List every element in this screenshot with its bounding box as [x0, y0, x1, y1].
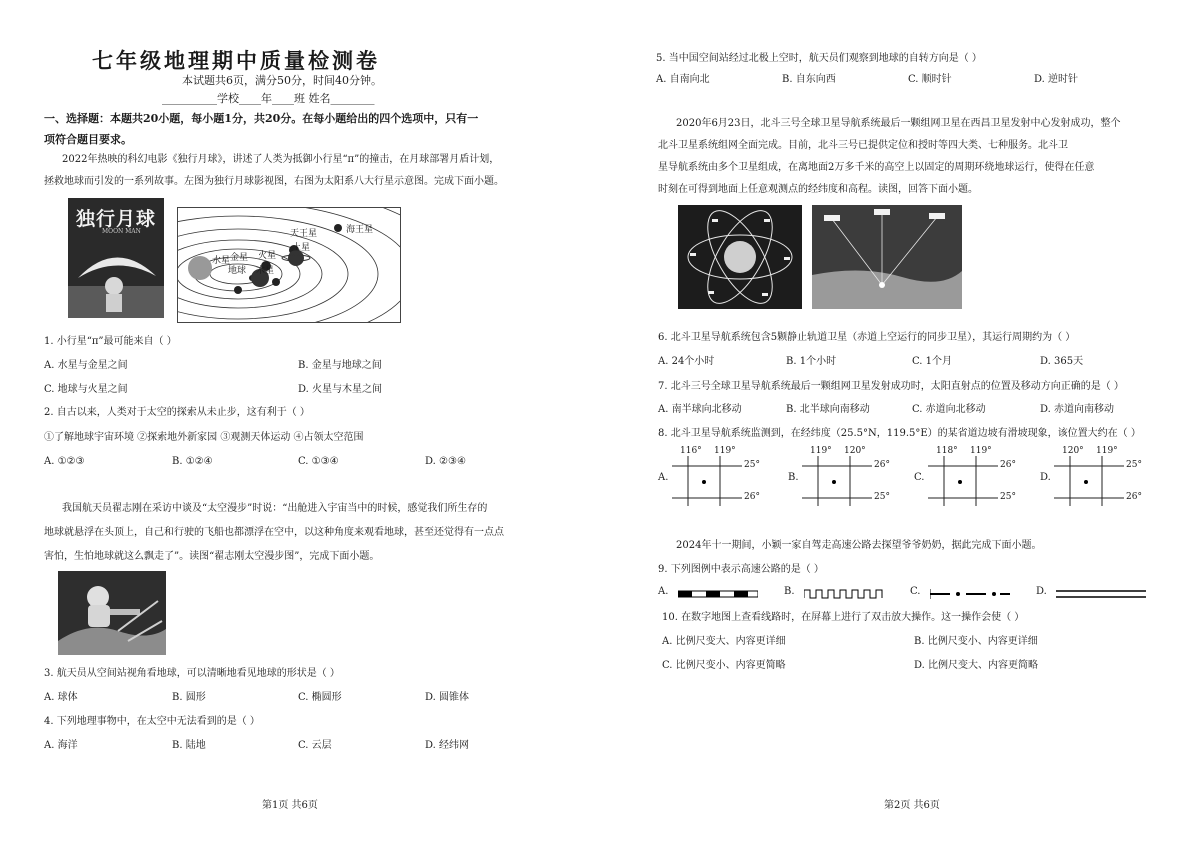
q8-option-c[interactable] [914, 446, 1034, 508]
q8-option-b-letter: B. [788, 472, 799, 483]
q8-option-a-letter: A. [658, 472, 669, 483]
q5-option-a[interactable]: A. 自南向北 [656, 74, 710, 85]
solar-system-diagram [177, 207, 401, 323]
q8-option-d[interactable] [1040, 446, 1160, 508]
q10-option-a[interactable]: A. 比例尺变大、内容更详细 [662, 636, 786, 647]
q9-option-b[interactable] [784, 586, 894, 602]
q8-c-grid-lines [914, 446, 1034, 508]
q6-stem: 6. 北斗卫星导航系统包含5颗静止轨道卫星（赤道上空运行的同步卫星），其运行周期约为（ ） [658, 332, 1076, 343]
label-uranus: 天王星 [290, 229, 318, 239]
poster-title: 独行月球 [76, 208, 157, 230]
q8-c-lat-bottom: 25° [1000, 492, 1016, 502]
q8-b-lat-top: 26° [874, 460, 890, 470]
q8-stem: 8. 北斗卫星导航系统监测到，在经纬度（25.5°N，119.5°E）的某省道边坡有滑坡现象，该位置大约在（ ） [658, 428, 1141, 439]
intro3-line1: 2020年6月23日，北斗三号全球卫星导航系统最后一颗组网卫星在西昌卫星发射中心发射成功，整个 [676, 118, 1121, 129]
label-earth: 地球 [228, 266, 247, 276]
q10-option-c[interactable]: C. 比例尺变小、内容更简略 [662, 660, 786, 671]
q10-stem: 10. 在数字地图上查看线路时，在屏幕上进行了双击放大操作。这一操作会使（ ） [662, 612, 1025, 623]
intro2-line3: 害怕，生怕地球就这么飘走了”。读图“翟志刚太空漫步图”，完成下面小题。 [44, 551, 380, 562]
q6-option-a[interactable]: A. 24个小时 [658, 356, 715, 367]
q3-option-a[interactable]: A. 球体 [44, 692, 78, 703]
q8-option-d-letter: D. [1040, 472, 1051, 483]
legend-wall-symbol [804, 588, 884, 600]
q6-option-d[interactable]: D. 365天 [1040, 356, 1084, 367]
legend-boundary-symbol [930, 589, 1010, 599]
q10-option-d[interactable]: D. 比例尺变大、内容更简略 [914, 660, 1039, 671]
q8-b-grid-lines [788, 446, 908, 508]
q3-option-b[interactable]: B. 圆形 [172, 692, 206, 703]
school-name-line: __________学校____年____班 姓名________ [162, 92, 375, 105]
q1-option-a[interactable]: A. 水星与金星之间 [44, 360, 128, 371]
satellite-orbits-illustration [678, 205, 802, 309]
q8-d-lon-right: 119° [1096, 446, 1118, 456]
q9-option-b-letter: B. [784, 586, 795, 597]
q7-option-a[interactable]: A. 南半球向北移动 [658, 404, 742, 415]
intro2-line1: 我国航天员翟志刚在采访中谈及“太空漫步”时说：“出舱进入宇宙当中的时候，感觉我们所生存的 [62, 503, 488, 514]
q2-items: ①了解地球宇宙环境 ②探索地外新家园 ③观测天体运动 ④占领太空范围 [44, 432, 364, 443]
section1-instruction-line2: 项符合题目要求。 [44, 133, 132, 146]
label-neptune: 海王星 [346, 225, 374, 235]
q9-option-d-letter: D. [1036, 586, 1047, 597]
q6-option-c[interactable]: C. 1个月 [912, 356, 953, 367]
q3-option-d[interactable]: D. 圆锥体 [425, 692, 470, 703]
q4-option-b[interactable]: B. 陆地 [172, 740, 206, 751]
intro1-line1: 2022年热映的科幻电影《独行月球》，讲述了人类为抵御小行星“π”的撞击，在月球部署月盾计划， [62, 154, 500, 165]
q8-a-lon-right: 119° [714, 446, 736, 456]
q8-d-lon-left: 120° [1062, 446, 1084, 456]
q6-option-b[interactable]: B. 1个小时 [786, 356, 837, 367]
q1-option-d[interactable]: D. 火星与木星之间 [298, 384, 383, 395]
q8-option-b[interactable] [788, 446, 908, 508]
intro2-line2: 地球就悬浮在头顶上，自己和行驶的飞船也都漂浮在空中，以这种角度来观看地球，甚至还觉得有一点点 [44, 527, 504, 538]
intro3-line3: 星导航系统由多个卫星组成，在离地面2万多千米的高空上以固定的周期环绕地球运行，使得在任意 [658, 162, 1095, 173]
q2-option-d[interactable]: D. ②③④ [425, 456, 466, 467]
q9-option-a-letter: A. [658, 586, 669, 597]
q8-a-lon-left: 116° [680, 446, 702, 456]
label-jupiter: 木星 [256, 266, 275, 276]
q8-a-lat-bottom: 26° [744, 492, 760, 502]
spacewalk-photo [58, 571, 166, 655]
q5-stem: 5. 当中国空间站经过北极上空时，航天员们观察到地球的自转方向是（ ） [656, 53, 982, 64]
q4-option-a[interactable]: A. 海洋 [44, 740, 78, 751]
q9-option-d[interactable] [1036, 586, 1156, 602]
q5-option-b[interactable]: B. 自东向西 [782, 74, 836, 85]
q8-d-lat-bottom: 26° [1126, 492, 1142, 502]
q8-c-lon-right: 119° [970, 446, 992, 456]
beidou-orbit-image [678, 205, 802, 309]
q10-option-b[interactable]: B. 比例尺变小、内容更详细 [914, 636, 1038, 647]
satellites-beaming-ground-illustration [812, 205, 962, 309]
q8-a-grid-lines [658, 446, 778, 508]
section1-instruction-line1: 一、选择题：本题共20小题，每小题1分，共20分。在每小题给出的四个选项中，只有一 [44, 112, 479, 125]
q7-option-c[interactable]: C. 赤道向北移动 [912, 404, 986, 415]
q8-option-a[interactable] [658, 446, 778, 508]
q1-option-b[interactable]: B. 金星与地球之间 [298, 360, 382, 371]
q7-stem: 7. 北斗三号全球卫星导航系统最后一颗组网卫星发射成功时，太阳直射点的位置及移动方向正确的是（ ） [658, 381, 1124, 392]
q9-option-a[interactable] [658, 586, 768, 602]
label-mars: 火星 [258, 251, 277, 261]
moon-man-poster-image [68, 198, 164, 318]
q5-option-c[interactable]: C. 顺时针 [908, 74, 952, 85]
q1-option-c[interactable]: C. 地球与火星之间 [44, 384, 128, 395]
q3-option-c[interactable]: C. 椭圆形 [298, 692, 342, 703]
q9-option-c-letter: C. [910, 586, 921, 597]
legend-railway-symbol [678, 589, 758, 599]
q4-option-d[interactable]: D. 经纬网 [425, 740, 470, 751]
intro3-line4: 时刻在可得到地面上任意观测点的经纬度和高程。读图，回答下面小题。 [658, 184, 978, 195]
q1-stem: 1. 小行星“π”最可能来自（ ） [44, 336, 177, 347]
q5-option-d[interactable]: D. 逆时针 [1034, 74, 1079, 85]
astronaut-spacewalk-illustration [58, 571, 166, 655]
q7-option-d[interactable]: D. 赤道向南移动 [1040, 404, 1115, 415]
label-venus: 金星 [230, 253, 249, 263]
legend-highway-symbol [1056, 589, 1146, 599]
q2-option-b[interactable]: B. ①②④ [172, 456, 213, 467]
q8-b-lat-bottom: 25° [874, 492, 890, 502]
q9-stem: 9. 下列图例中表示高速公路的是（ ） [658, 564, 824, 575]
q9-option-c[interactable] [910, 586, 1020, 602]
q8-b-lon-right: 120° [844, 446, 866, 456]
q8-c-lat-top: 26° [1000, 460, 1016, 470]
q8-d-grid-lines [1040, 446, 1160, 508]
q4-stem: 4. 下列地理事物中，在太空中无法看到的是（ ） [44, 716, 260, 727]
satellite-ground-link-image [812, 205, 962, 309]
q8-a-lat-top: 25° [744, 460, 760, 470]
intro3-line2: 北斗卫星系统组网全面完成。目前，北斗三号已提供定位和授时等四大类、七种服务。北斗卫 [658, 140, 1068, 151]
q2-stem: 2. 自古以来，人类对于太空的探索从未止步，这有利于（ ） [44, 407, 310, 418]
q4-option-c[interactable]: C. 云层 [298, 740, 332, 751]
q8-d-lat-top: 25° [1126, 460, 1142, 470]
page-1-footer: 第1页 共6页 [262, 800, 318, 811]
q8-c-lon-left: 118° [936, 446, 958, 456]
exam-page-2 [600, 0, 1200, 849]
page-2-footer: 第2页 共6页 [884, 800, 940, 811]
q3-stem: 3. 航天员从空间站视角看地球，可以清晰地看见地球的形状是（ ） [44, 668, 340, 679]
q7-option-b[interactable]: B. 北半球向南移动 [786, 404, 870, 415]
poster-subtitle: MOON MAN [102, 228, 141, 235]
exam-title: 七年级地理期中质量检测卷 [92, 48, 380, 73]
label-mercury: 水星 [212, 256, 231, 266]
intro1-line2: 拯救地球而引发的一系列故事。左图为独行月球影视图，右图为太阳系八大行星示意图。完成下面小题。 [44, 176, 504, 187]
q2-option-a[interactable]: A. ①②③ [44, 456, 85, 467]
q2-option-c[interactable]: C. ①③④ [298, 456, 339, 467]
label-saturn: 土星 [292, 243, 311, 253]
intro4: 2024年十一期间，小颖一家自驾走高速公路去探望爷爷奶奶，据此完成下面小题。 [676, 540, 1042, 551]
exam-subtitle: 本试题共6页，满分50分，时间40分钟。 [182, 74, 382, 87]
q8-option-c-letter: C. [914, 472, 925, 483]
astronaut-moon-illustration [68, 198, 164, 318]
q8-b-lon-left: 119° [810, 446, 832, 456]
